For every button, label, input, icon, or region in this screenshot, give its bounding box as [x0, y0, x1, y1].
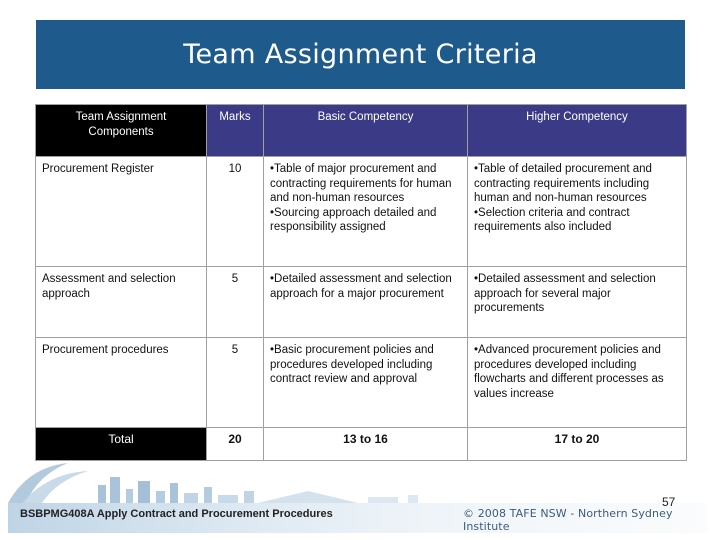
- course-footer: BSBPMG408A Apply Contract and Procurement Procedures: [20, 508, 333, 520]
- header-marks: Marks: [207, 105, 264, 157]
- basic-bullet: •Sourcing approach detailed and responsibility assigned: [270, 206, 437, 233]
- table-row: [36, 267, 687, 338]
- row-component: Assessment and selection approach: [36, 267, 207, 338]
- row-marks: 10: [207, 157, 264, 267]
- header-higher-competency: Higher Competency: [468, 105, 687, 157]
- total-marks: 20: [207, 428, 264, 461]
- table-header-row: [36, 105, 687, 157]
- row-higher: [468, 267, 687, 338]
- table-row: [36, 157, 687, 267]
- row-basic: [264, 267, 468, 338]
- basic-bullet: •Detailed assessment and selection approach for a major procurement: [270, 273, 452, 300]
- table-row: [36, 338, 687, 428]
- total-basic: 13 to 16: [264, 428, 468, 461]
- basic-bullet: •Table of major procurement and contracting requirements for human and non-human resources: [270, 163, 452, 204]
- row-marks: 5: [207, 338, 264, 428]
- title-banner: [36, 20, 685, 89]
- higher-bullet: •Advanced procurement policies and procedures developed including flowcharts and different processes as values increase: [474, 344, 664, 400]
- total-higher: 17 to 20: [468, 428, 687, 461]
- copyright-text: © 2008 TAFE NSW - Northern Sydney Institute: [463, 507, 673, 533]
- row-basic: [264, 338, 468, 428]
- criteria-table: [35, 104, 687, 461]
- header-basic-competency: Basic Competency: [264, 105, 468, 157]
- row-higher: [468, 338, 687, 428]
- header-components: Team Assignment Components: [36, 105, 207, 157]
- basic-bullet: •Basic procurement policies and procedures developed including contract review and approval: [270, 344, 434, 385]
- row-component: Procurement Register: [36, 157, 207, 267]
- higher-bullet: •Table of detailed procurement and contracting requirements including human and non-human resources: [474, 163, 652, 204]
- row-basic: [264, 157, 468, 267]
- row-higher: [468, 157, 687, 267]
- row-component: Procurement procedures: [36, 338, 207, 428]
- higher-bullet: •Selection criteria and contract requirements also included: [474, 206, 630, 233]
- higher-bullet: •Detailed assessment and selection approach for several major procurements: [474, 273, 656, 314]
- total-label: Total: [36, 428, 207, 461]
- page-number: 57: [662, 495, 676, 509]
- page-title: Team Assignment Criteria: [183, 39, 538, 70]
- row-marks: 5: [207, 267, 264, 338]
